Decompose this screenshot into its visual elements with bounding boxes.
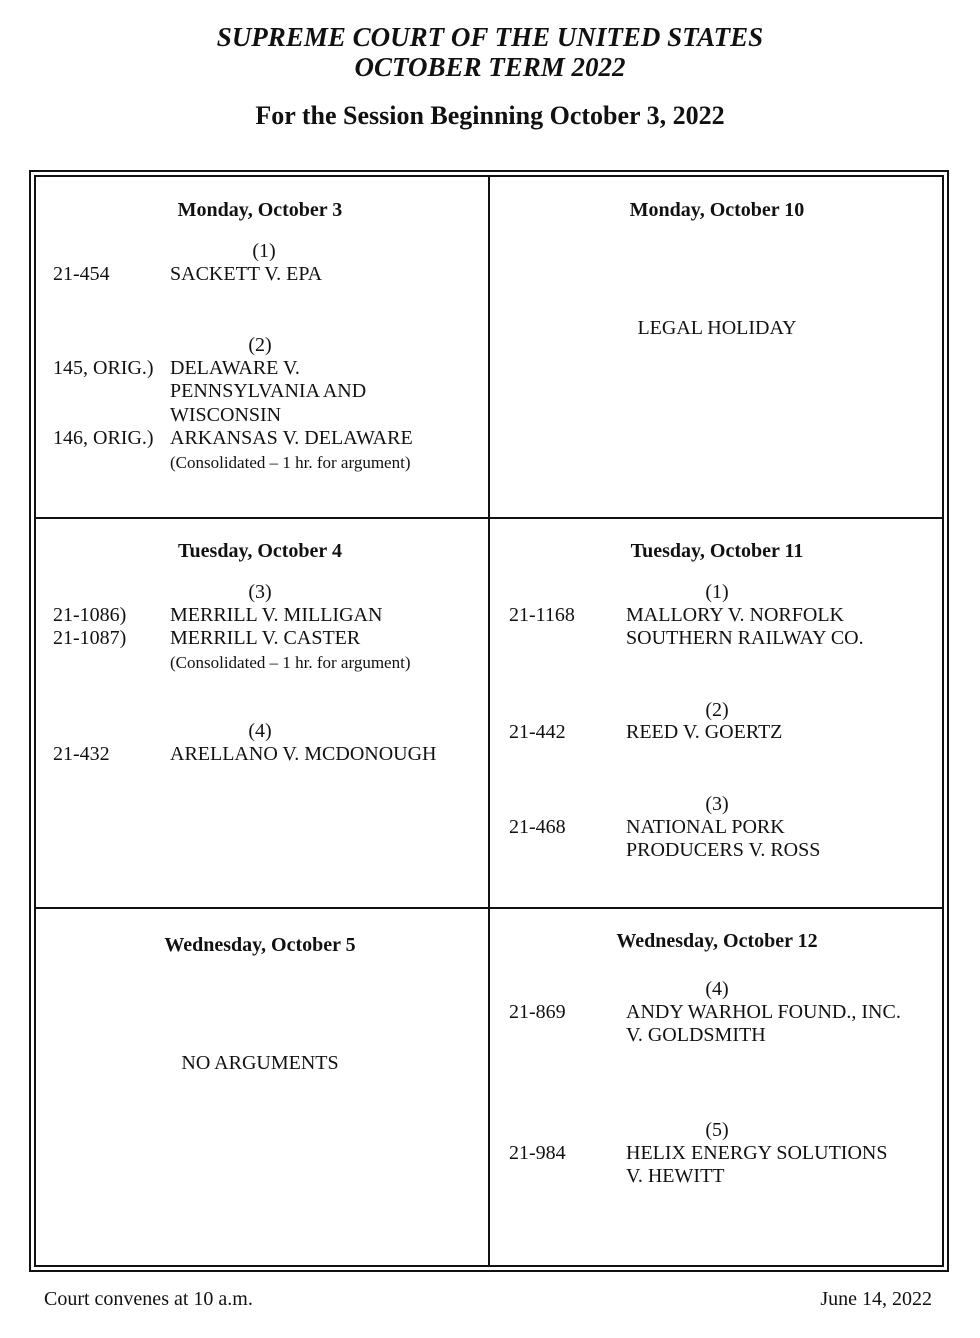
case-name: V. HEWITT [626,1165,725,1187]
docket-number: 21-1168 [509,604,575,626]
court-convenes-note: Court convenes at 10 a.m. [44,1288,253,1310]
column-divider [488,177,490,1265]
argument-order: (1) [252,240,276,262]
day-heading: Tuesday, October 4 [178,540,342,562]
consolidation-note: (Consolidated – 1 hr. for argument) [170,453,411,472]
case-name: ARKANSAS V. DELAWARE [170,427,413,449]
court-name: SUPREME COURT OF THE UNITED STATES [216,22,764,52]
argument-order: (4) [248,720,272,742]
case-name: MALLORY V. NORFOLK [626,604,844,626]
argument-order: (2) [705,699,729,721]
issue-date: June 14, 2022 [820,1288,932,1310]
argument-order: (1) [705,581,729,603]
row-divider-1 [36,517,942,519]
case-name: NATIONAL PORK [626,816,785,838]
case-name: HELIX ENERGY SOLUTIONS [626,1142,888,1164]
docket-number: 21-869 [509,1001,566,1023]
day-heading: Tuesday, October 11 [630,540,804,562]
docket-number: 21-442 [509,721,566,743]
day-heading: Wednesday, October 5 [164,934,356,956]
docket-number: 21-1086) [53,604,127,626]
docket-number: 21-432 [53,743,110,765]
day-heading: Monday, October 10 [629,199,805,221]
case-name: V. GOLDSMITH [626,1024,766,1046]
argument-order: (3) [705,793,729,815]
consolidation-note: (Consolidated – 1 hr. for argument) [170,653,411,672]
case-name: PRODUCERS V. ROSS [626,839,821,861]
legal-holiday-notice: LEGAL HOLIDAY [637,317,797,339]
case-name: SOUTHERN RAILWAY CO. [626,627,864,649]
docket-number: 21-468 [509,816,566,838]
case-name: DELAWARE V. [170,357,300,379]
argument-order: (3) [248,581,272,603]
day-heading: Monday, October 3 [177,199,343,221]
term-title: OCTOBER TERM 2022 [354,52,626,82]
row-divider-2 [36,907,942,909]
case-name: MERRILL V. CASTER [170,627,361,649]
no-arguments-notice: NO ARGUMENTS [181,1052,339,1074]
case-name: ANDY WARHOL FOUND., INC. [626,1001,901,1023]
case-name: SACKETT V. EPA [170,263,323,285]
session-title: For the Session Beginning October 3, 2022 [255,101,725,130]
docket-number: 146, ORIG.) [53,427,154,449]
docket-number: 21-984 [509,1142,566,1164]
case-name: PENNSYLVANIA AND [170,380,367,402]
case-name: MERRILL V. MILLIGAN [170,604,383,626]
case-name: ARELLANO V. MCDONOUGH [170,743,437,765]
argument-order: (2) [248,334,272,356]
argument-order: (5) [705,1119,729,1141]
docket-number: 21-454 [53,263,110,285]
argument-order: (4) [705,978,729,1000]
day-heading: Wednesday, October 12 [616,930,818,952]
docket-number: 145, ORIG.) [53,357,154,379]
case-name: REED V. GOERTZ [626,721,783,743]
docket-number: 21-1087) [53,627,127,649]
case-name: WISCONSIN [170,404,282,426]
